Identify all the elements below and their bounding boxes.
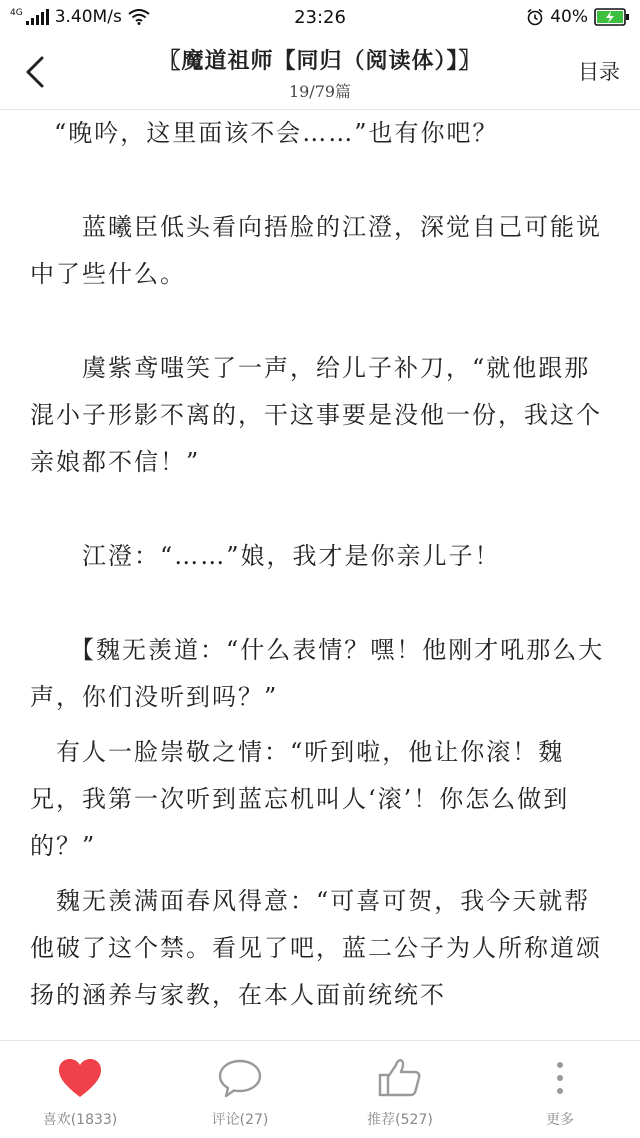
title-block [90, 44, 550, 102]
status-bar [0, 0, 640, 34]
like-button[interactable] [0, 1041, 160, 1129]
paragraph-spacer [30, 157, 608, 204]
status-right [526, 7, 630, 27]
comment-bubble-icon [217, 1057, 263, 1099]
more-label: 更多 [546, 1112, 574, 1128]
paragraph: “晚吟，这里面该不会……”也有你吧？ [54, 119, 499, 147]
like-count: 喜欢(1833) [42, 1112, 118, 1128]
paragraph: 蓝曦臣低头看向捂脸的江澄，深觉自己可能说中了些什么。 [30, 213, 602, 288]
thumbs-up-icon [377, 1057, 423, 1099]
paragraph-spacer [30, 298, 608, 345]
comment-count: 评论(27) [211, 1112, 269, 1128]
paragraph: 魏无羡满面春风得意：“可喜可贺，我今天就帮他破了这个禁。看见了吧，蓝二公子为人所称道颂扬的涵养与家教，在本人面前统统不 [30, 887, 602, 1009]
comment-button[interactable] [160, 1041, 320, 1129]
chapter-progress: 19/79篇 [288, 82, 352, 101]
reading-content[interactable] [0, 110, 640, 1040]
recommend-count: 推荐(527) [367, 1112, 433, 1128]
back-icon[interactable] [20, 52, 50, 92]
paragraph-spacer [30, 486, 608, 533]
paragraph: 虞紫鸢嗤笑了一声，给儿子补刀，“就他跟那混小子形影不离的，干这事要是没他一份，我这个亲娘都不信！” [30, 354, 602, 476]
reader-header [0, 34, 640, 110]
bottom-action-bar [0, 1040, 640, 1138]
signal-icon [10, 9, 49, 25]
heart-icon [57, 1057, 103, 1099]
network-type: 4G [10, 8, 23, 18]
paragraph-spacer [30, 580, 608, 627]
paragraph: 江澄：“……”娘，我才是你亲儿子！ [30, 542, 501, 570]
recommend-button[interactable] [320, 1041, 480, 1129]
network-speed: 3.40M/s [54, 7, 122, 27]
more-vertical-icon [537, 1057, 583, 1099]
toc-button[interactable]: 目录 [578, 60, 620, 84]
alarm-icon [526, 8, 544, 26]
status-left [10, 7, 150, 27]
book-title: 〖魔道祖师【同归（阅读体）】〗 [158, 48, 482, 74]
more-button[interactable] [480, 1041, 640, 1129]
wifi-icon [128, 9, 150, 25]
battery-charging-icon [594, 8, 630, 26]
paragraph: 【魏无羡道：“什么表情？嘿！他刚才吼那么大声，你们没听到吗？” [30, 636, 605, 711]
battery-percent: 40% [550, 7, 588, 27]
clock: 23:26 [294, 6, 346, 28]
paragraph: 有人一脸崇敬之情：“听到啦，他让你滚！魏兄，我第一次听到蓝忘机叫人‘滚’！你怎么做到的？” [30, 738, 570, 860]
